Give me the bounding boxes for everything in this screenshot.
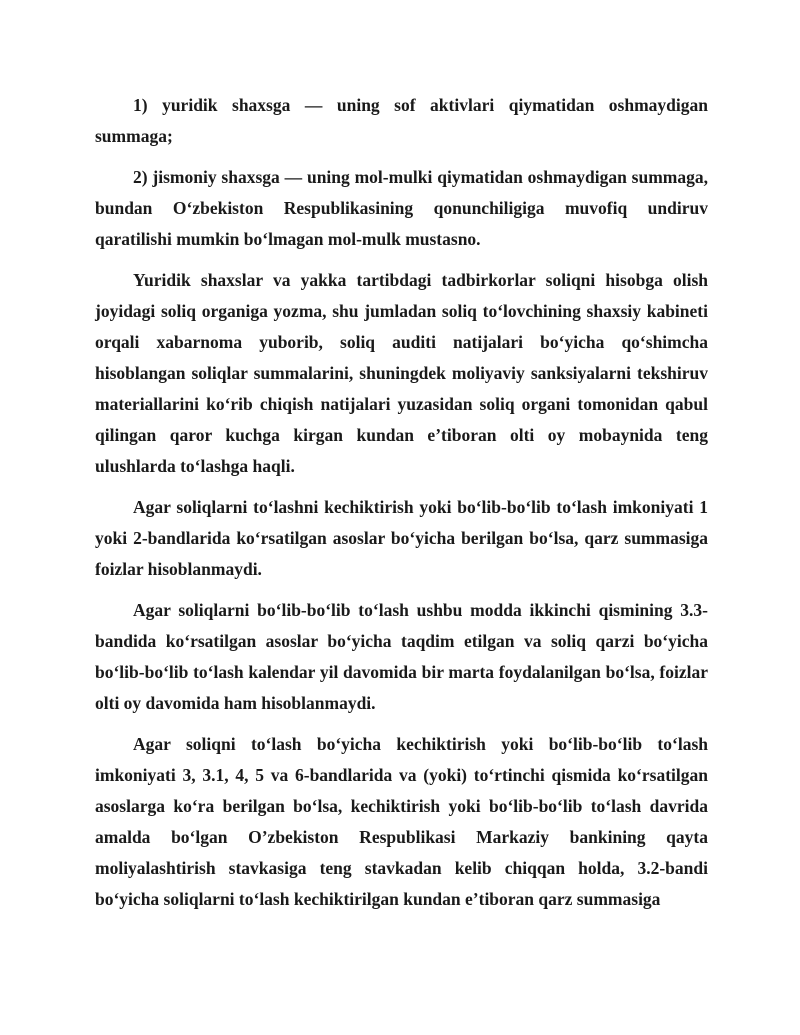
paragraph-no-interest-six-months: Agar soliqlarni bo‘lib-bo‘lib to‘lash ushbu modda ikkinchi qismining 3.3-bandida ko‘rsatilgan asoslar bo‘yicha taqdim etilgan va soliq qarzi bo‘yicha bo‘lib-bo‘lib to‘lash kalendar yil davomida bir marta foydalanilgan bo‘lsa, foizlar olti oy davomida ham hisoblanmaydi. [95,600,708,713]
paragraph-legal-entity: 1) yuridik shaxsga — uning sof aktivlari qiymatidan oshmaydigan summaga; [95,95,708,146]
paragraph-no-interest: Agar soliqlarni to‘lashni kechiktirish yoki bo‘lib-bo‘lib to‘lash imkoniyati 1 yoki 2-bandlarida ko‘rsatilgan asoslar bo‘yicha berilgan bo‘lsa, qarz summasiga foizlar hisoblanmaydi. [95,497,708,579]
paragraph-individual: 2) jismoniy shaxsga — uning mol-mulki qiymatidan oshmaydigan summaga, bundan O‘zbekiston Respublikasining qonunchiligiga muvofiq undiruv qaratilishi mumkin bo‘lmagan mol-mulk mustasno. [95,167,708,249]
document-page [95,90,708,925]
paragraph-installment-right: Yuridik shaxslar va yakka tartibdagi tadbirkorlar soliqni hisobga olish joyidagi soliq organiga yozma, shu jumladan soliq to‘lovchining shaxsiy kabineti orqali xabarnoma yuborib, soliq auditi natijalari bo‘yicha qo‘shimcha hisoblangan soliqlar summalarini, shuningdek moliyaviy sanksiyalarni tekshiruv materiallarini ko‘rib chiqish natijalari yuzasidan soliq organi tomonidan qabul qilingan qaror kuchga kirgan kundan e’tiboran olti oy mobaynida teng ulushlarda to‘lashga haqli. [95,270,708,476]
paragraph-interest-rate: Agar soliqni to‘lash bo‘yicha kechiktirish yoki bo‘lib-bo‘lib to‘lash imkoniyati 3, 3.1, 4, 5 va 6-bandlarida va (yoki) to‘rtinchi qismida ko‘rsatilgan asoslarga ko‘ra berilgan bo‘lsa, kechiktirish yoki bo‘lib-bo‘lib to‘lash davrida amalda bo‘lgan O’zbekiston Respublikasi Markaziy bankining qayta moliyalashtirish stavkasiga teng stavkadan kelib chiqqan holda, 3.2-bandi bo‘yicha soliqlarni to‘lash kechiktirilgan kundan e’tiboran qarz summasiga [95,734,708,909]
